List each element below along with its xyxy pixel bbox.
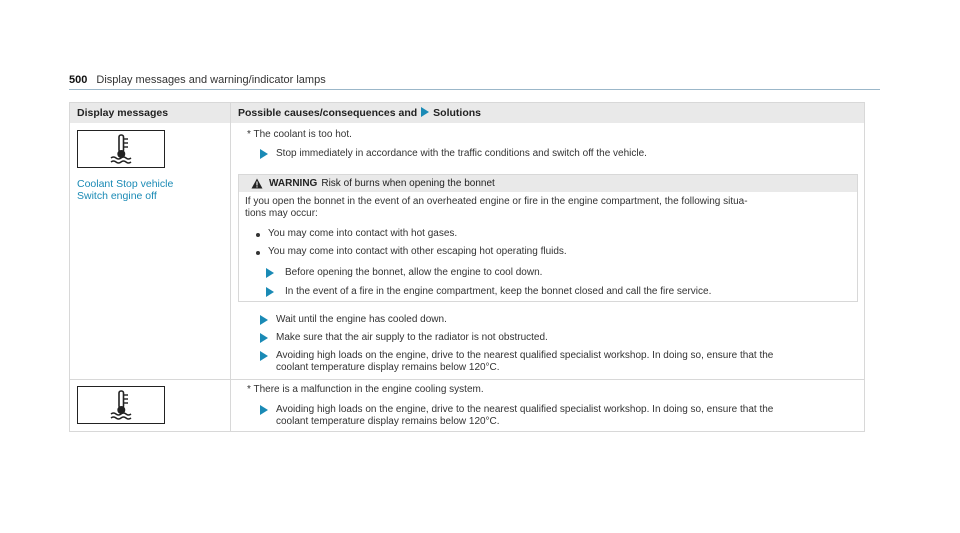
warning-bullet-hot-gases: You may come into contact with hot gases. xyxy=(268,228,458,239)
warning-body-line2: tions may occur: xyxy=(245,208,318,219)
cause-coolant-too-hot: * The coolant is too hot. xyxy=(247,129,352,140)
step-arrow-icon xyxy=(260,149,268,159)
column-header-solutions: Solutions xyxy=(433,107,482,119)
step-arrow-icon xyxy=(260,351,268,361)
step-avoid-high-loads-line1: Avoiding high loads on the engine, drive to the nearest qualified specialist workshop. In doing so, ensure that the xyxy=(276,350,774,361)
page-title: Display messages and warning/indicator lamps xyxy=(96,74,326,86)
column-header-causes: Possible causes/consequences and xyxy=(238,107,418,119)
step-wait-cooled: Wait until the engine has cooled down. xyxy=(276,314,447,325)
warning-step-cool-down: Before opening the bonnet, allow the engine to cool down. xyxy=(285,267,543,278)
step2-avoid-high-loads-line2: coolant temperature display remains below 120°C. xyxy=(276,416,500,427)
page-header xyxy=(69,74,326,86)
step2-avoid-high-loads-line1: Avoiding high loads on the engine, drive to the nearest qualified specialist workshop. In doing so, ensure that the xyxy=(276,404,774,415)
column-header-display-messages: Display messages xyxy=(77,107,169,119)
header-divider xyxy=(69,89,880,90)
step-air-supply: Make sure that the air supply to the radiator is not obstructed. xyxy=(276,332,548,343)
coolant-temperature-icon xyxy=(77,386,165,424)
column-divider xyxy=(230,103,231,431)
step-arrow-icon xyxy=(260,405,268,415)
warning-body-line1: If you open the bonnet in the event of an overheated engine or fire in the engine compartment, the following situa- xyxy=(245,196,748,207)
table-header xyxy=(70,103,864,123)
coolant-temperature-icon xyxy=(77,130,165,168)
display-message-coolant-stop: Coolant Stop vehicle xyxy=(77,178,174,190)
step-stop-immediately: Stop immediately in accordance with the traffic conditions and switch off the vehicle. xyxy=(276,148,647,159)
bullet-dot xyxy=(256,233,260,237)
column-header-causes-solutions xyxy=(238,107,481,119)
step-arrow-icon xyxy=(260,315,268,325)
page-number: 500 xyxy=(69,74,88,86)
cause-cooling-malfunction: * There is a malfunction in the engine cooling system. xyxy=(247,384,484,395)
warning-bullet-hot-fluids: You may come into contact with other escaping hot operating fluids. xyxy=(268,246,567,257)
step-arrow-icon xyxy=(260,333,268,343)
row-divider xyxy=(70,379,864,380)
step-arrow-icon xyxy=(266,268,274,278)
step-avoid-high-loads-line2: coolant temperature display remains below 120°C. xyxy=(276,362,500,373)
display-message-switch-engine-off: Switch engine off xyxy=(77,190,157,202)
warning-label: WARNING xyxy=(269,178,318,189)
warning-title xyxy=(269,178,495,189)
warning-triangle-icon xyxy=(251,178,263,189)
warning-header xyxy=(239,175,857,192)
warning-step-fire-service: In the event of a fire in the engine compartment, keep the bonnet closed and call the fire service. xyxy=(285,286,712,297)
solution-arrow-icon xyxy=(421,107,429,117)
bullet-dot xyxy=(256,251,260,255)
step-arrow-icon xyxy=(266,287,274,297)
warning-title-text: Risk of burns when opening the bonnet xyxy=(321,178,495,189)
